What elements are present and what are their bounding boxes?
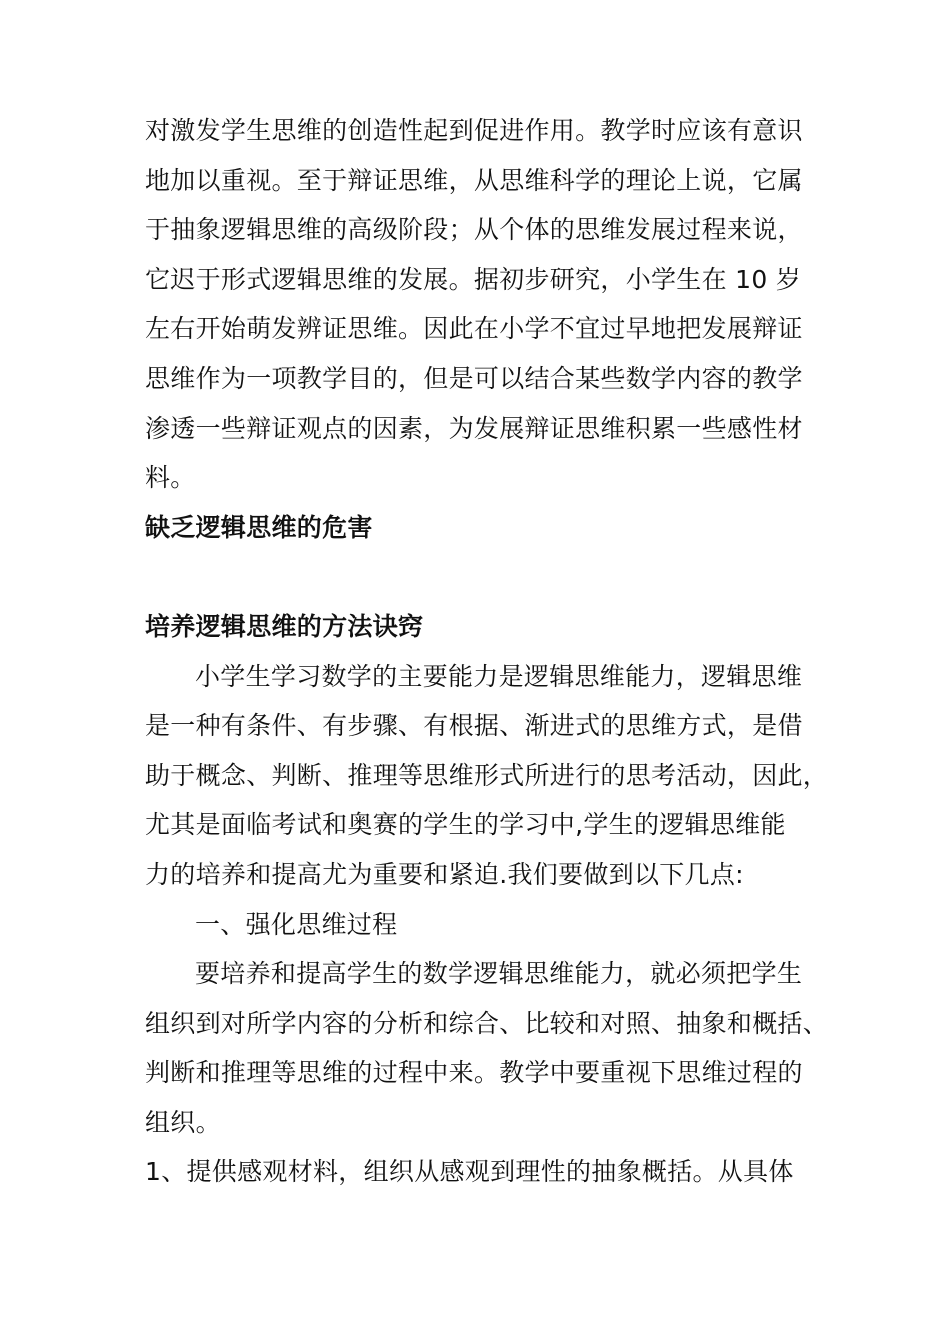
list-item-1: 1、提供感观材料，组织从感观到理性的抽象概括。从具体 — [145, 1157, 794, 1187]
text-line: 小学生学习数学的主要能力是逻辑思维能力，逻辑思维 — [195, 661, 803, 691]
text-line: 是一种有条件、有步骤、有根据、渐进式的思维方式，是借 — [145, 711, 803, 741]
text-line: 组织。 — [145, 1107, 221, 1137]
paragraph-dialectical-thinking — [145, 106, 815, 503]
text-line: 判断和推理等思维的过程中来。教学中要重视下思维过程的 — [145, 1058, 803, 1088]
text-line: 它迟于形式逻辑思维的发展。据初步研究，小学生在 10 岁 — [145, 264, 802, 294]
text-line: 左右开始萌发辨证思维。因此在小学不宜过早地把发展辩证 — [145, 314, 803, 344]
blank-line — [145, 552, 815, 602]
text-line: 渗透一些辩证观点的因素，为发展辩证思维积累一些感性材 — [145, 413, 803, 443]
text-line: 于抽象逻辑思维的高级阶段；从个体的思维发展过程来说， — [145, 215, 803, 245]
text-line: 思维作为一项教学目的，但是可以结合某些数学内容的教学 — [145, 363, 803, 393]
document-body — [145, 106, 829, 1197]
text-line: 对激发学生思维的创造性起到促进作用。教学时应该有意识 — [145, 116, 803, 145]
text-line: 力的培养和提高尤为重要和紧迫.我们要做到以下几点: — [145, 859, 744, 889]
section-heading-methods: 培养逻辑思维的方法诀窍 — [145, 611, 424, 641]
text-line: 料。 — [145, 463, 196, 493]
text-line: 要培养和提高学生的数学逻辑思维能力，就必须把学生 — [195, 959, 803, 989]
text-line: 助于概念、判断、推理等思维形式所进行的思考活动，因此， — [145, 760, 829, 790]
paragraph-thinking-process — [145, 949, 829, 1147]
text-line: 组织到对所学内容的分析和综合、比较和对照、抽象和概括、 — [145, 1008, 829, 1038]
text-line: 尤其是面临考试和奥赛的学生的学习中,学生的逻辑思维能 — [145, 810, 786, 840]
subheading-strengthen-thinking: 一、强化思维过程 — [195, 909, 398, 939]
paragraph-logical-thinking — [145, 652, 829, 900]
section-heading-harm: 缺乏逻辑思维的危害 — [145, 512, 373, 542]
text-line: 地加以重视。至于辩证思维，从思维科学的理论上说，它属 — [145, 165, 803, 195]
